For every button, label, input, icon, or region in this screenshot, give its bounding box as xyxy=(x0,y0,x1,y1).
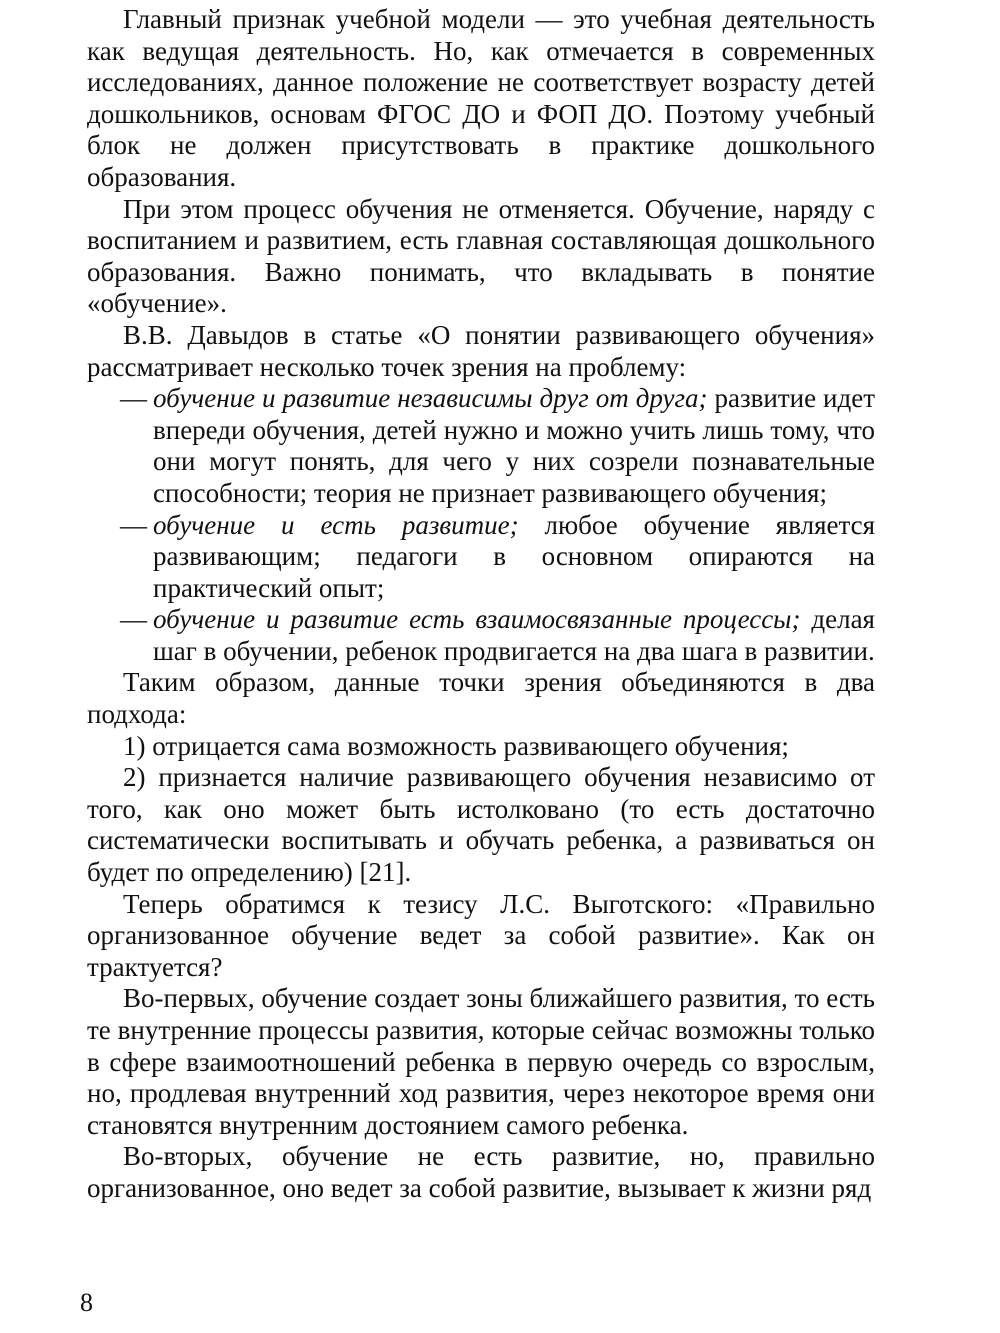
dash-marker: — xyxy=(120,383,147,414)
paragraph: Во-первых, обучение создает зоны ближайшего развития, то есть те внутренние процессы развития, которые сейчас возможны только в сфере взаимоотношений ребенка в первую очередь со взрослым, но, продлевая внутренний ход развития, через некоторое время они становятся внутренним достоянием самого ребенка. xyxy=(87,983,875,1140)
paragraph: Теперь обратимся к тезису Л.С. Выготского: «Правильно организованное обучение ведет за собой развитие». Как он трактуется? xyxy=(87,888,875,982)
page-number: 8 xyxy=(80,1288,93,1317)
list-item-text: развитие идет впереди обучения, детей нужно и можно учить лишь тому, что они могут понять, для чего у них созрели познавательные способности; теория не признает развивающего обучения; xyxy=(153,383,875,508)
list-item-emphasis: обучение и развитие независимы друг от друга; xyxy=(153,383,708,414)
list-item-emphasis: обучение и есть развитие; xyxy=(153,509,519,540)
list-item xyxy=(120,509,875,605)
list-item-text: любое обучение является развивающим; педагоги в основном опираются на практический опыт; xyxy=(153,509,875,603)
paragraph: 1) отрицается сама возможность развивающего обучения; xyxy=(123,730,789,761)
paragraph: При этом процесс обучения не отменяется. Обучение, наряду с воспитанием и развитием, есть главная составляющая дошкольного образования. Важно понимать, что вкладывать в понятие «обучение». xyxy=(87,193,875,319)
paragraph: Главный признак учебной модели — это учебная деятельность как ведущая деятельность. Но, как отмечается в современных исследованиях, данное положение не соответствует возрасту детей дошкольников, основам ФГОС ДО и ФОП ДО. Поэтому учебный блок не должен присутствовать в практике дошкольного образования. xyxy=(87,4,875,192)
dash-marker: — xyxy=(120,604,147,635)
list-item-emphasis: обучение и развитие есть взаимосвязанные процессы; xyxy=(153,604,801,635)
dash-marker: — xyxy=(120,509,147,540)
list-item-text: делая шаг в обучении, ребенок продвигается на два шага в развитии. xyxy=(153,604,875,666)
list-item xyxy=(120,383,875,509)
paragraph: В.В. Давыдов в статье «О понятии развивающего обучения» рассматривает несколько точек зрения на проблему: xyxy=(87,319,875,382)
paragraph: Во-вторых, обучение не есть развитие, но, правильно организованное, оно ведет за собой развитие, вызывает к жизни ряд xyxy=(87,1141,875,1203)
page-body xyxy=(87,4,875,1205)
paragraph: Таким образом, данные точки зрения объединяются в два подхода: xyxy=(87,667,875,730)
viewpoints-list xyxy=(87,383,875,667)
paragraph: 2) признается наличие развивающего обучения независимо от того, как оно может быть истолковано (то есть достаточно систематически воспитывать и обучать ребенка, а развиваться он будет по определению) [21]. xyxy=(87,762,875,888)
list-item xyxy=(120,604,875,667)
